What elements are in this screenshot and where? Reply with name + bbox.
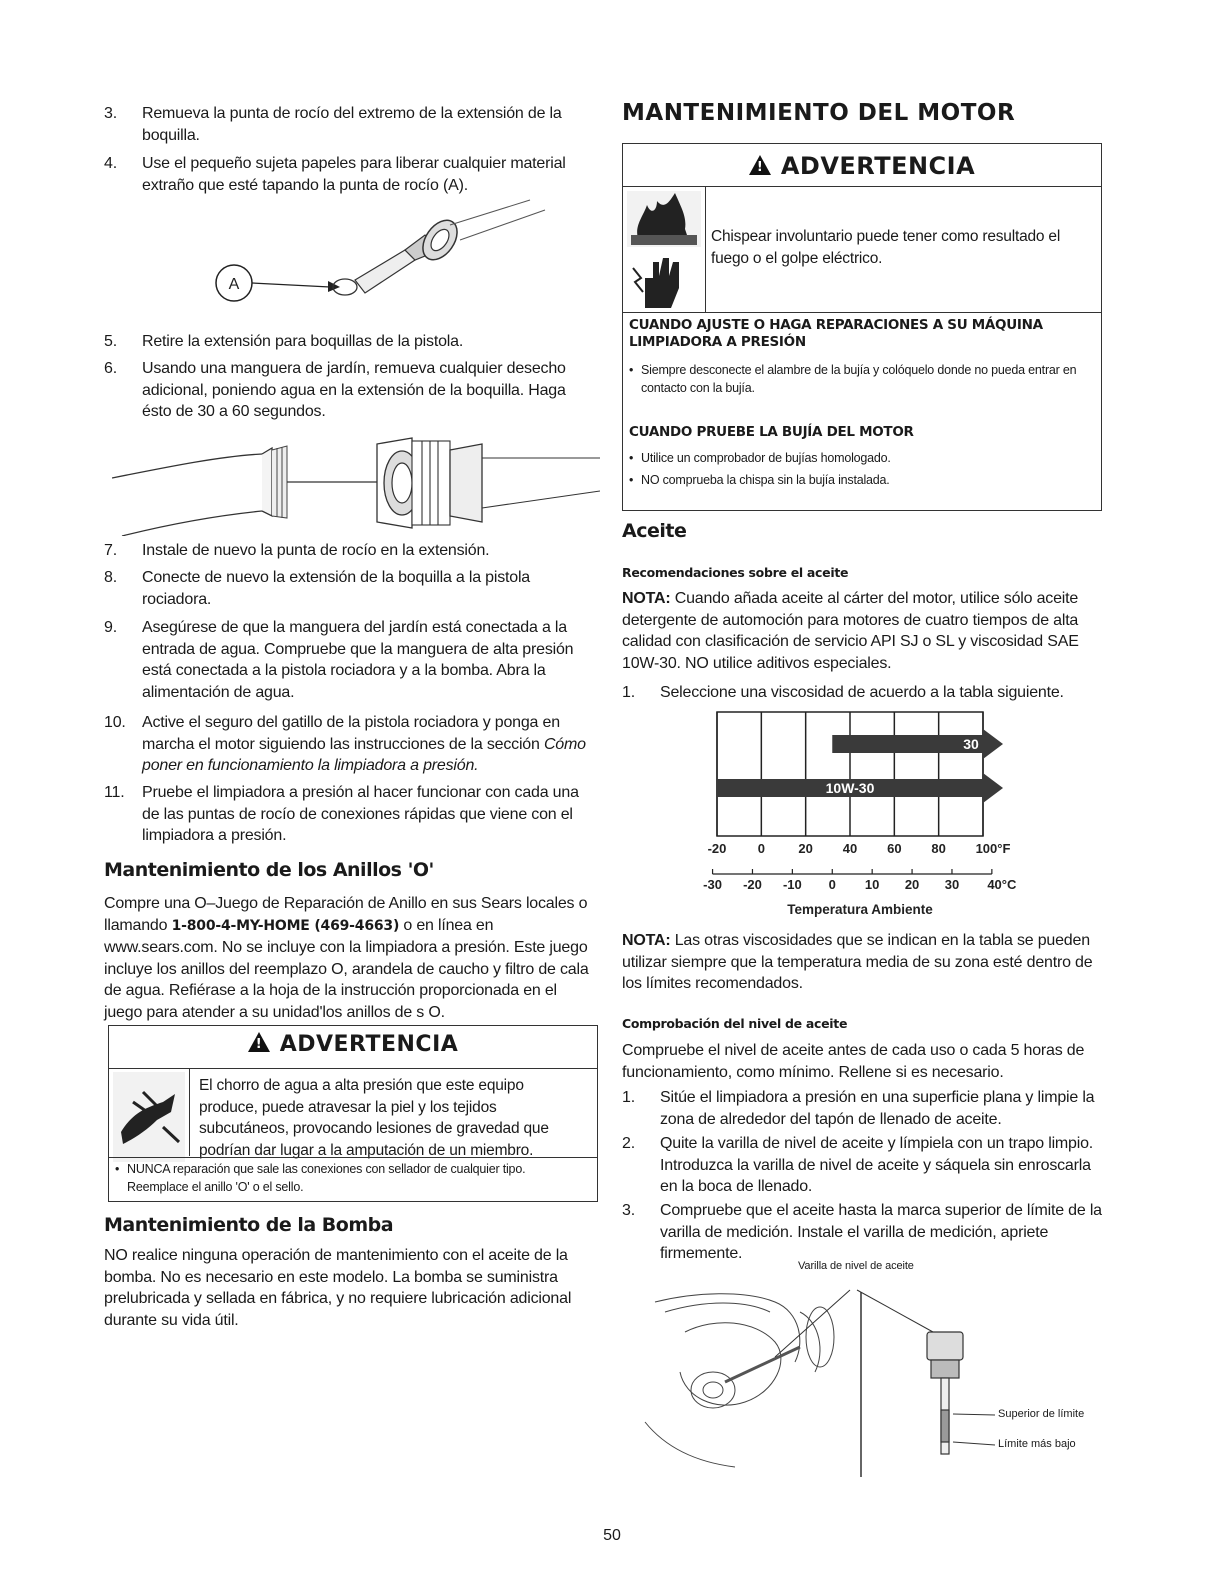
chart-title: Temperatura Ambiente (787, 902, 933, 917)
motor-section-title: MANTENIMIENTO DEL MOTOR (622, 100, 1016, 126)
warning-title: ADVERTENCIA (279, 1032, 459, 1057)
step-number: 6. (104, 360, 117, 377)
fahrenheit-tick-label: 100°F (975, 841, 1011, 856)
warning-icon-divider (705, 186, 706, 312)
step-5 (104, 331, 598, 353)
warning-header (623, 152, 1101, 180)
warning-divider-2 (623, 312, 1101, 313)
oring-text-1: Compre una O–Juego de Reparación de Anillo en sus Sears locales o llamando (104, 895, 588, 934)
step-text: Pruebe el limpiadora a presión al hacer funcionar con cada una de las puntas de rocío de conexiones rápidas que viene con el limpiadora a presión. (142, 784, 579, 844)
oil-section-title: Aceite (622, 520, 687, 542)
step-number: 3. (104, 105, 117, 122)
viscosity-bar (832, 735, 983, 753)
step-number: 8. (104, 569, 117, 586)
step-6 (104, 358, 598, 423)
viscosity-bar-arrow (983, 729, 1003, 759)
fahrenheit-tick-label: 20 (798, 841, 813, 856)
step-text: Use el pequeño sujeta papeles para liberar cualquier material extraño que esté tapando la punta de rocío (A). (142, 155, 566, 194)
callout-label: A (228, 276, 240, 293)
warning-section-2-bullet-2: • NO comprueba la chispa sin la bujía instalada. (629, 471, 1101, 489)
pump-paragraph: NO realice ninguna operación de mantenimiento con el aceite de la bomba. No es necesario en este modelo. La bomba se suministra prelubricada y sellada en fábrica, y no requiere lubricación adicional durante su vida útil. (104, 1247, 572, 1329)
step-number: 5. (104, 333, 117, 350)
step-text: Usando una manguera de jardín, remueva cualquier desecho adicional, poniendo agua en la extensión de la boquilla. Haga ésto de 30 a 60 segundos. (142, 360, 566, 420)
dipstick-caption: Varilla de nivel de aceite (798, 1260, 914, 1272)
step-number: 7. (104, 542, 117, 559)
step-text: Sitúe el limpiadora a presión en una superficie plana y limpie la zona de alrededor del tapón de llenado de aceite. (660, 1089, 1095, 1128)
pump-section-title: Mantenimiento de la Bomba (104, 1214, 394, 1236)
warning-section-2-title: CUANDO PRUEBE LA BUJÍA DEL MOTOR (629, 424, 914, 440)
oil-recommendations-title: Recomendaciones sobre el aceite (622, 565, 849, 580)
step-number: 9. (104, 619, 117, 636)
oil-check-step-1 (622, 1087, 1102, 1130)
warning-triangle-icon (248, 1032, 270, 1052)
warning-text: Chispear involuntario puede tener como resultado el fuego o el golpe eléctrico. (711, 228, 1061, 267)
step-text: Quite la varilla de nivel de aceite y límpiela con un trapo limpio. Introduzca la varilla de nivel de aceite y sáquela sin enroscarla en la boca de llenado. (660, 1135, 1094, 1195)
step-text: Asegúrese de que la manguera del jardín está conectada a la entrada de agua. Compruebe que la manguera de alta presión está conectada a la pistola rociadora y a la bomba. Abra la alimentación de agua. (142, 619, 574, 701)
note-text: Las otras viscosidades que se indican en la tabla se pueden utilizar siempre que la temperatura media de su zona esté dentro de los límites recomendados. (622, 932, 1093, 992)
oil-check-step-3 (622, 1200, 1102, 1265)
step-9 (104, 617, 598, 703)
step-number: 11. (104, 784, 125, 801)
step-text: Seleccione una viscosidad de acuerdo a la tabla siguiente. (660, 684, 1064, 701)
oring-paragraph (104, 893, 598, 1023)
fahrenheit-tick-label: 0 (757, 841, 765, 856)
warning-title: ADVERTENCIA (780, 152, 976, 180)
oil-note-2 (622, 930, 1102, 995)
warning-divider (109, 1068, 597, 1069)
celsius-tick-label: 40°C (987, 877, 1017, 892)
note-label: NOTA: (622, 932, 671, 949)
garden-hose-figure (112, 436, 600, 536)
warning-header (109, 1032, 597, 1057)
fahrenheit-tick-label: 40 (842, 841, 858, 856)
viscosity-bar-arrow (983, 773, 1003, 803)
fahrenheit-tick-label: 60 (887, 841, 902, 856)
step-text: Conecte de nuevo la extensión de la boquilla a la pistola rociadora. (142, 569, 530, 608)
celsius-tick-label: 0 (828, 877, 836, 892)
viscosity-chart (660, 708, 1060, 923)
section-reference: Cómo poner en funcionamiento la limpiadora a presión. (142, 735, 586, 774)
step-text: Active el seguro del gatillo de la pistola rociadora y ponga en marcha el motor siguiendo las instrucciones de la sección (142, 714, 560, 753)
step-text: Retire la extensión para boquillas de la pistola. (142, 333, 464, 350)
note-label: NOTA: (622, 590, 671, 607)
warning-section-1-title: CUANDO AJUSTE O HAGA REPARACIONES A SU MÁQUINA LIMPIADORA A PRESIÓN (629, 317, 1043, 350)
oil-check-paragraph: Compruebe el nivel de aceite antes de cada uso o cada 5 horas de funcionamiento, como mínimo. Rellene si es necesario. (622, 1042, 1085, 1081)
oil-step-1 (622, 682, 1102, 704)
fahrenheit-tick-label: 80 (931, 841, 946, 856)
step-number: 2. (622, 1135, 635, 1152)
step-text: Instale de nuevo la punta de rocío en la extensión. (142, 542, 490, 559)
warning-icon-divider (189, 1068, 190, 1156)
step-11 (104, 782, 598, 847)
warning-divider (623, 186, 1101, 187)
warning-box-spark (622, 143, 1102, 511)
step-text: Remueva la punta de rocío del extremo de la extensión de la boquilla. (142, 105, 562, 144)
oring-text-2: o en línea en www.sears.com. No se incluye con la limpiadora a presión. Este juego incluye los anillos del reemplazo O, arandela de caucho y filtro de cala de agua. Refiérase a la hoja de la instrucción proporcionada en el juego para atender a su unidad'los anillos de s O. (104, 916, 589, 1021)
dipstick-upper-label: Superior de límite (998, 1408, 1085, 1420)
celsius-tick-label: 10 (864, 877, 880, 892)
celsius-tick-label: -30 (703, 877, 722, 892)
dipstick-lower-label: Límite más bajo (998, 1438, 1076, 1450)
celsius-tick-label: -20 (743, 877, 762, 892)
oil-check-title: Comprobación del nivel de aceite (622, 1016, 848, 1031)
fire-hazard-icon (627, 191, 701, 247)
oil-check-step-2 (622, 1133, 1102, 1198)
step-7 (104, 540, 598, 562)
shock-hazard-icon (631, 248, 695, 312)
step-text: Compruebe que el aceite hasta la marca superior de límite de la varilla de medición. Instale el varilla de medición, apriete firmemente. (660, 1202, 1102, 1262)
step-number: 1. (622, 1089, 635, 1106)
viscosity-label: 30 (963, 736, 979, 752)
step-number: 4. (104, 155, 117, 172)
warning-bullet: • NUNCA reparación que sale las conexiones con sellador de cualquier tipo. Reemplace el anillo 'O' o el sello. (115, 1160, 577, 1196)
warning-box-pressure (108, 1025, 598, 1202)
injection-hazard-icon (113, 1072, 185, 1162)
oring-section-title: Mantenimiento de los Anillos 'O' (104, 859, 434, 881)
step-number: 10. (104, 714, 126, 731)
step-10 (104, 712, 598, 777)
warning-section-1-bullet: • Siempre desconecte el alambre de la bujía y colóquelo donde no pueda entrar en contacto con la bujía. (629, 361, 1101, 397)
step-3 (104, 103, 598, 146)
celsius-tick-label: -10 (782, 877, 802, 892)
note-text: Cuando añada aceite al cárter del motor, utilice sólo aceite detergente de automoción para motores de cuatro tiempos de alta calidad con clasificación de servicio API SJ o SL y viscosidad SAE 10W-30. NO utilice aditivos especiales. (622, 590, 1079, 672)
celsius-tick-label: 20 (904, 877, 920, 892)
page-number: 50 (603, 1527, 621, 1544)
nozzle-tip-figure (200, 195, 570, 315)
step-4 (104, 153, 598, 196)
step-8 (104, 567, 598, 610)
warning-section-2-bullet-1: • Utilice un comprobador de bujías homologado. (629, 449, 1101, 467)
oil-note-1 (622, 588, 1102, 674)
warning-triangle-icon (749, 155, 771, 175)
fahrenheit-tick-label: -20 (707, 841, 727, 856)
warning-text: El chorro de agua a alta presión que este equipo produce, puede atravesar la piel y los tejidos subcutáneos, provocando lesiones de gravedad que podrían dar lugar a la amputación de un miembro. (199, 1077, 549, 1159)
step-number: 1. (622, 684, 635, 701)
step-number: 3. (622, 1202, 635, 1219)
warning-divider-2 (109, 1157, 597, 1158)
celsius-tick-label: 30 (944, 877, 960, 892)
oring-phone: 1-800-4-MY-HOME (469-4663) (171, 917, 400, 934)
viscosity-label: 10W-30 (825, 780, 875, 796)
